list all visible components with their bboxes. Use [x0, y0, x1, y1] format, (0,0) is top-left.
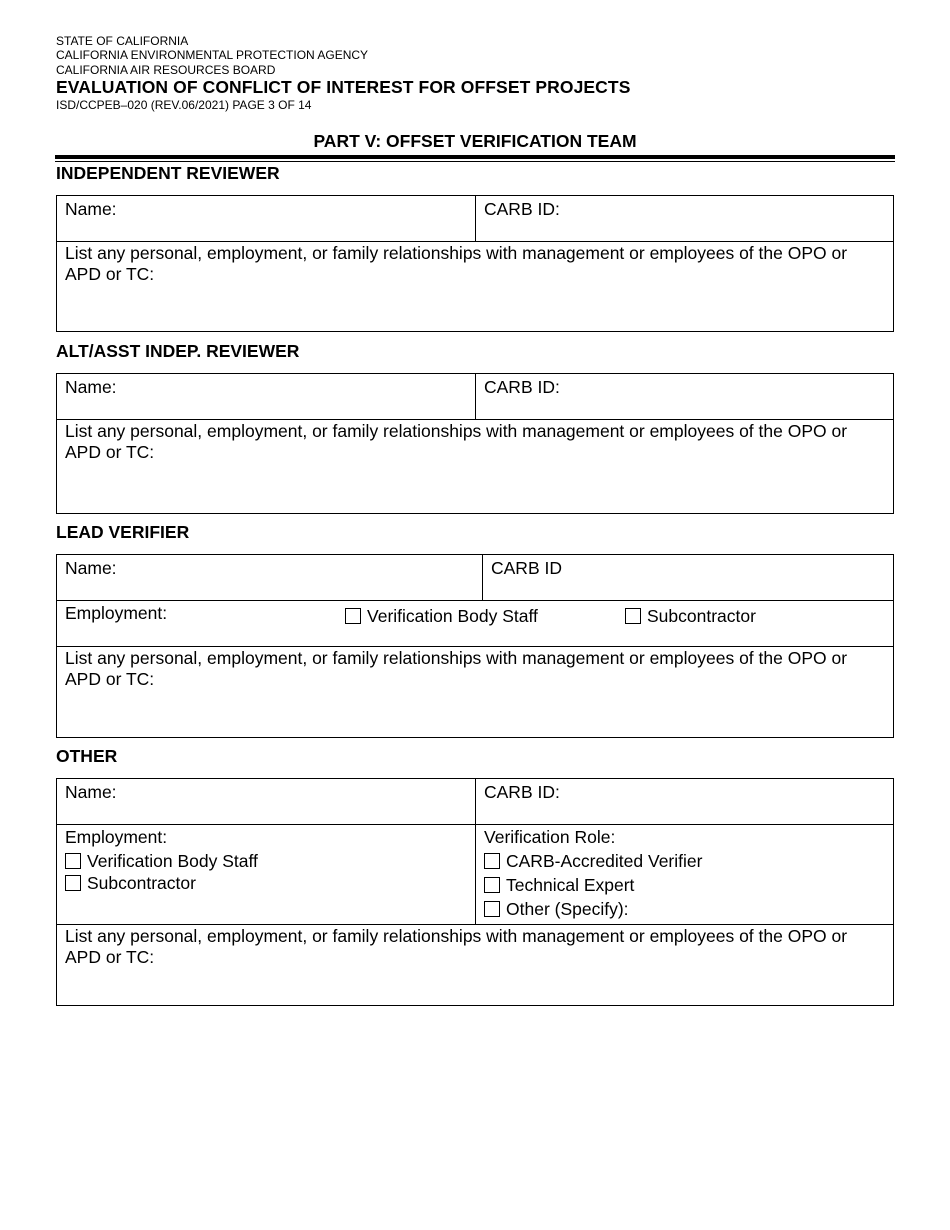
lead-verifier-name-field[interactable]	[57, 555, 483, 600]
agency-name: CALIFORNIA ENVIRONMENTAL PROTECTION AGENCY	[56, 48, 369, 62]
option-label: Other (Specify):	[506, 899, 629, 919]
checkbox-icon[interactable]	[65, 875, 81, 891]
lead-verifier-name-row	[57, 555, 893, 601]
alt-reviewer-name-field[interactable]	[57, 374, 476, 419]
verification-role-label: Verification Role:	[484, 827, 616, 847]
carb-id-label: CARB ID:	[484, 782, 560, 802]
option-verification-body-staff[interactable]	[345, 606, 538, 627]
checkbox-icon[interactable]	[65, 853, 81, 869]
alt-reviewer-name-row	[57, 374, 893, 420]
alt-reviewer-carb-id-field[interactable]	[476, 374, 893, 419]
option-other-specify[interactable]	[484, 897, 702, 921]
name-label: Name:	[65, 782, 117, 802]
independent-reviewer-name-field[interactable]	[57, 196, 476, 241]
name-label: Name:	[65, 199, 117, 219]
carb-id-label: CARB ID:	[484, 199, 560, 219]
other-relationships-field[interactable]	[57, 925, 893, 1005]
other-name-field[interactable]	[57, 779, 476, 824]
other-carb-id-field[interactable]	[476, 779, 893, 824]
checkbox-icon[interactable]	[484, 853, 500, 869]
relationships-label: List any personal, employment, or family relationships with management or employees of the OPO or APD or TC:	[65, 648, 848, 689]
independent-reviewer-relationships-field[interactable]	[57, 242, 893, 331]
divider-thick	[55, 155, 895, 159]
checkbox-icon[interactable]	[625, 608, 641, 624]
checkbox-icon[interactable]	[345, 608, 361, 624]
name-label: Name:	[65, 377, 117, 397]
other-employment-role-row	[57, 825, 893, 925]
other-table	[56, 778, 894, 1006]
independent-reviewer-heading: INDEPENDENT REVIEWER	[56, 163, 280, 183]
form-id: ISD/CCPEB–020 (REV.06/2021) PAGE 3 OF 14	[56, 98, 312, 112]
checkbox-icon[interactable]	[484, 877, 500, 893]
option-carb-accredited-verifier[interactable]	[484, 849, 702, 873]
other-heading: OTHER	[56, 746, 118, 766]
lead-verifier-employment-row	[57, 601, 893, 647]
checkbox-icon[interactable]	[484, 901, 500, 917]
state-name: STATE OF CALIFORNIA	[56, 34, 189, 48]
option-label: CARB-Accredited Verifier	[506, 851, 703, 871]
option-technical-expert[interactable]	[484, 873, 702, 897]
independent-reviewer-name-row	[57, 196, 893, 242]
part-title: PART V: OFFSET VERIFICATION TEAM	[313, 131, 637, 151]
other-name-row	[57, 779, 893, 825]
independent-reviewer-table	[56, 195, 894, 332]
lead-verifier-table	[56, 554, 894, 738]
document-title: EVALUATION OF CONFLICT OF INTEREST FOR OFFSET PROJECTS	[56, 77, 631, 97]
relationships-label: List any personal, employment, or family relationships with management or employees of the OPO or APD or TC:	[65, 243, 848, 284]
board-name: CALIFORNIA AIR RESOURCES BOARD	[56, 63, 276, 77]
alt-reviewer-relationships-field[interactable]	[57, 420, 893, 513]
option-label: Verification Body Staff	[367, 606, 538, 626]
carb-id-label: CARB ID	[491, 558, 562, 578]
lead-verifier-relationships-field[interactable]	[57, 647, 893, 737]
option-label: Subcontractor	[87, 873, 196, 893]
relationships-label: List any personal, employment, or family relationships with management or employees of the OPO or APD or TC:	[65, 926, 848, 967]
option-subcontractor[interactable]	[65, 871, 258, 895]
lead-verifier-heading: LEAD VERIFIER	[56, 522, 190, 542]
option-label: Technical Expert	[506, 875, 635, 895]
other-employment-cell	[57, 825, 476, 924]
alt-reviewer-heading: ALT/ASST INDEP. REVIEWER	[56, 341, 300, 361]
option-label: Subcontractor	[647, 606, 756, 626]
name-label: Name:	[65, 558, 117, 578]
independent-reviewer-carb-id-field[interactable]	[476, 196, 893, 241]
option-label: Verification Body Staff	[87, 851, 258, 871]
option-verification-body-staff[interactable]	[65, 849, 258, 873]
alt-reviewer-table	[56, 373, 894, 514]
option-subcontractor[interactable]	[625, 606, 756, 627]
employment-label: Employment:	[65, 603, 168, 623]
employment-label: Employment:	[65, 827, 168, 847]
other-role-cell	[476, 825, 893, 924]
relationships-label: List any personal, employment, or family relationships with management or employees of the OPO or APD or TC:	[65, 421, 848, 462]
lead-verifier-carb-id-field[interactable]	[483, 555, 893, 600]
carb-id-label: CARB ID:	[484, 377, 560, 397]
divider-thin	[55, 161, 895, 162]
